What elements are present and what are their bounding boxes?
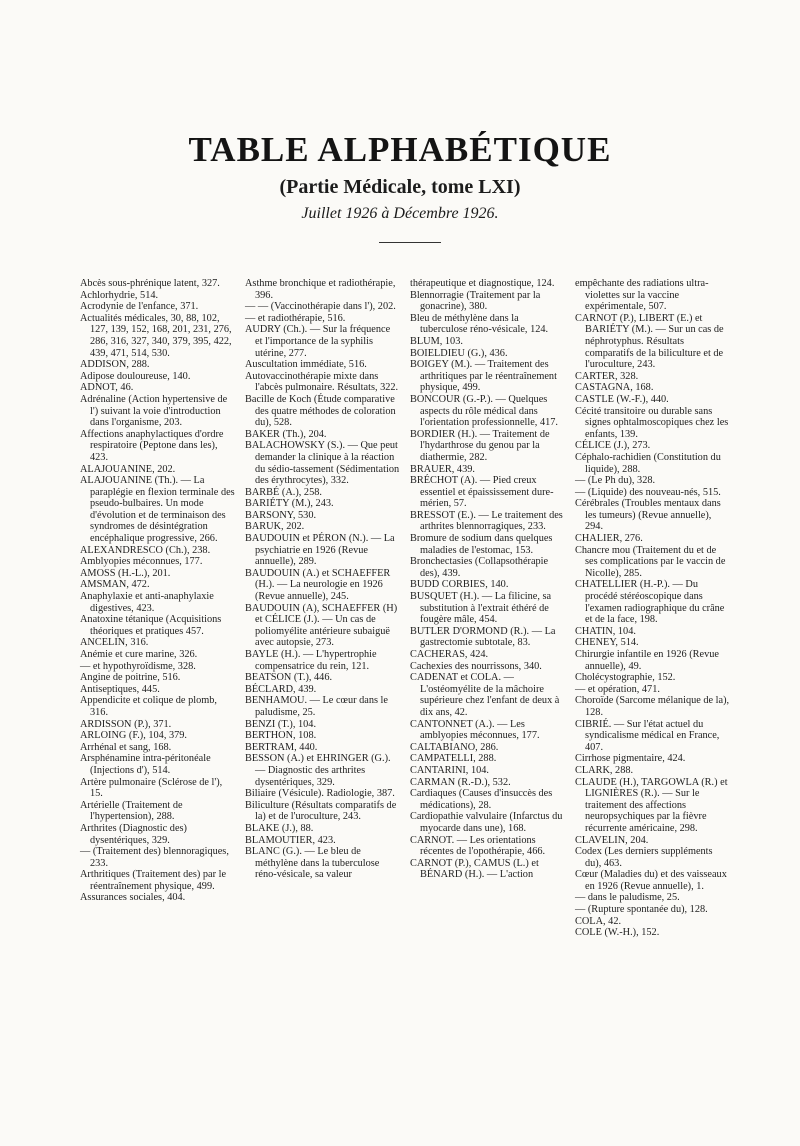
index-entry: Céphalo-rachidien (Constitution du liquide), 288. (575, 451, 721, 475)
index-entry: BESSON (A.) et EHRINGER (G.). — Diagnostic des arthrites dysentériques, 329. (245, 753, 391, 788)
index-entry: BALACHOWSKY (S.). — Que peut demander la clinique à la réaction du sédio-tassement (Sédimentation des érythrocytes), 332. (245, 440, 400, 487)
index-entry: ALAJOUANINE, 202. (80, 463, 176, 475)
index-entry: Arthrites (Diagnostic des) dysentériques, 329. (80, 822, 187, 846)
index-entry: Achlorhydrie, 514. (80, 289, 159, 301)
index-entry: — (Traitement des) blennoragiques, 233. (80, 846, 229, 869)
index-entry: BARBÉ (A.), 258. (245, 486, 322, 498)
index-entry: Cécité transitoire ou durable sans signes ophtalmoscopiques chez les enfants, 139. (575, 405, 729, 440)
index-column-1 (80, 278, 235, 1098)
index-entry: Amblyopies méconnues, 177. (80, 556, 203, 568)
index-entry: ADDISON, 288. (80, 359, 150, 371)
index-entry: BLAMOUTIER, 423. (245, 834, 336, 846)
index-entry: CHALIER, 276. (575, 533, 643, 545)
index-entry: BUSQUET (H.). — La filicine, sa substitution à l'extrait éthéré de fougère mâle, 454. (410, 591, 552, 626)
index-entry: BUTLER D'ORMOND (R.). — La gastrectomie subtotale, 83. (410, 625, 556, 649)
index-entry: Cardiaques (Causes d'insuccès des médications), 28. (410, 788, 553, 811)
index-column-3 (410, 278, 565, 1098)
index-entry: ANCELIN, 316. (80, 637, 149, 649)
index-entry: BAYLE (H.). — L'hypertrophie compensatrice du rein, 121. (245, 649, 377, 672)
index-entry: — dans le paludisme, 25. (575, 892, 680, 904)
index-entry: CHATELLIER (H.-P.). — Du procédé stéréoscopique dans l'examen radiographique du crâne et de la face, 198. (575, 579, 725, 626)
index-entry: Acrodynie de l'enfance, 371. (80, 301, 199, 313)
index-entry: BRESSOT (E.). — Le traitement des arthrites blennorragiques, 233. (410, 509, 563, 533)
index-entry: Adipose douloureuse, 140. (80, 370, 191, 382)
index-entry: — (Le Ph du), 328. (575, 475, 656, 487)
index-entry: Antiseptiques, 445. (80, 683, 160, 695)
index-entry: CACHERAS, 424. (410, 649, 489, 660)
index-columns (80, 278, 730, 1098)
index-entry: BOIGEY (M.). — Traitement des arthritiques par le réentraînement physique, 499. (410, 359, 557, 394)
index-entry: Cœur (Maladies du) et des vaisseaux en 1926 (Revue annuelle), 1. (575, 869, 727, 892)
index-entry: BOIELDIEU (G.), 436. (410, 347, 508, 359)
index-entry: COLA, 42. (575, 915, 622, 927)
index-entry: CAMPATELLI, 288. (410, 753, 497, 765)
index-entry: — — (Vaccinothérapie dans l'), 202. (245, 301, 396, 313)
index-entry: BARIÉTY (M.), 243. (245, 498, 334, 510)
index-column-2 (245, 278, 400, 1098)
index-entry: Anaphylaxie et anti-anaphylaxie digestives, 423. (80, 591, 214, 614)
index-entry: Appendicite et colique de plomb, 316. (80, 695, 217, 718)
index-entry: Arrhénal et sang, 168. (80, 741, 172, 753)
index-entry: Bromure de sodium dans quelques maladies de l'estomac, 153. (410, 533, 553, 556)
index-entry: BÉCLARD, 439. (245, 683, 317, 695)
index-entry: Affections anaphylactiques d'ordre respiratoire (Peptone dans les), 423. (80, 428, 224, 463)
page-title: TABLE ALPHABÉTIQUE (188, 130, 612, 169)
index-entry: BONCOUR (G.-P.). — Quelques aspects du rôle médical dans l'orientation professionnelle, 417. (410, 393, 558, 429)
index-entry: Chirurgie infantile en 1926 (Revue annuelle), 49. (575, 649, 719, 672)
index-entry: CASTAGNA, 168. (575, 382, 654, 394)
index-entry: CALTABIANO, 286. (410, 741, 499, 753)
index-entry: CADENAT et COLA. — L'ostéomyélite de la mâchoire supérieure chez l'enfant de deux à dix ans, 42. (410, 672, 560, 718)
index-entry: Auscultation immédiate, 516. (245, 359, 367, 371)
index-entry: CARNOT (P.), LIBERT (E.) et BARIÉTY (M.). — Sur un cas de néphrotyphus. Résultats comparatifs de la biliculture et de l'uroculture, 243. (575, 312, 724, 371)
index-entry: CARTER, 328. (575, 370, 639, 382)
index-entry: BLUM, 103. (410, 335, 463, 347)
index-entry: AUDRY (Ch.). — Sur la fréquence et l'importance de la syphilis utérine, 277. (245, 324, 391, 359)
index-entry: — (Rupture spontanée du), 128. (575, 904, 708, 916)
index-entry: BRAUER, 439. (410, 463, 475, 475)
index-entry: Artérielle (Traitement de l'hypertension), 288. (80, 799, 183, 823)
index-entry: empêchante des radiations ultra-violettes sur la vaccine expérimentale, 507. (575, 278, 709, 313)
index-entry: Arthritiques (Traitement des) par le réentraînement physique, 499. (80, 869, 227, 892)
index-entry: BRÉCHOT (A). — Pied creux essentiel et épaississement dure-mérien, 57. (410, 475, 554, 510)
index-entry: Autovaccinothérapie mixte dans l'abcès pulmonaire. Résultats, 322. (245, 370, 399, 394)
index-entry: CLARK, 288. (575, 764, 634, 776)
index-entry: COLE (W.-H.), 152. (575, 927, 660, 939)
index-entry: BAUDOUIN et PÉRON (N.). — La psychiatrie en 1926 (Revue annuelle), 289. (245, 533, 395, 568)
index-entry: BERTRAM, 440. (245, 741, 318, 753)
index-entry: Cholécystographie, 152. (575, 672, 676, 684)
index-entry: BAUDOUIN (A), SCHAEFFER (H) et CÉLICE (J.). — Un cas de poliomyélite antérieure subaiguë avec autopsie, 273. (245, 602, 398, 649)
index-entry: Adrénaline (Action hypertensive de l') suivant la voie d'introduction dans l'organisme, 203. (80, 393, 228, 429)
index-entry: Anémie et cure marine, 326. (80, 649, 198, 660)
index-entry: CANTARINI, 104. (410, 764, 489, 776)
index-entry: BORDIER (H.). — Traitement de l'hydarthrose du genou par la diathermie, 282. (410, 428, 550, 463)
index-entry: Choroïde (Sarcome mélanique de la), 128. (575, 695, 730, 718)
index-entry: Cirrhose pigmentaire, 424. (575, 753, 686, 765)
index-entry: ALEXANDRESCO (Ch.), 238. (80, 544, 211, 556)
index-entry: CARNOT (P.), CAMUS (L.) et BÉNARD (H.). — L'action (410, 857, 539, 881)
index-entry: CLAVELIN, 204. (575, 834, 649, 846)
index-entry: BARSONY, 530. (245, 509, 317, 521)
index-entry: Artère pulmonaire (Sclérose de l'), 15. (80, 776, 223, 800)
index-entry: CHENEY, 514. (575, 637, 639, 649)
index-entry: CÉLICE (J.), 273. (575, 440, 651, 452)
index-entry: Cardiopathie valvulaire (Infarctus du myocarde dans une), 168. (410, 811, 563, 834)
index-entry: — et opération, 471. (575, 683, 660, 695)
index-entry: AMOSS (H.-L.), 201. (80, 567, 171, 579)
index-entry: Asthme bronchique et radiothérapie, 396. (245, 278, 396, 301)
index-entry: BAUDOUIN (A.) et SCHAEFFER (H.). — La neurologie en 1926 (Revue annuelle), 245. (245, 567, 391, 603)
index-entry: BAKER (Th.), 204. (245, 428, 327, 440)
index-entry: thérapeutique et diagnostique, 124. (410, 278, 555, 289)
index-entry: Bacille de Koch (Étude comparative des quatre méthodes de coloration du), 528. (245, 393, 396, 429)
index-entry: Assurances sociales, 404. (80, 892, 186, 904)
index-entry: BENZI (T.), 104. (245, 718, 317, 730)
index-entry: Anatoxine tétanique (Acquisitions théoriques et pratiques 457. (80, 614, 222, 637)
index-entry: BARUK, 202. (245, 521, 305, 533)
index-entry: Cérébrales (Troubles mentaux dans les tumeurs) (Revue annuelle), 294. (575, 498, 721, 533)
index-entry: — et radiothérapie, 516. (245, 312, 346, 324)
page-dateline: Juillet 1926 à Décembre 1926. (301, 205, 499, 222)
index-entry: CHATIN, 104. (575, 625, 636, 637)
index-column-4 (575, 278, 730, 1098)
index-entry: Codex (Les derniers suppléments du), 463. (575, 846, 713, 869)
index-entry: Bleu de méthylène dans la tuberculose réno-vésicale, 124. (410, 312, 549, 336)
index-entry: BLANC (G.). — Le bleu de méthylène dans la tuberculose réno-vésicale, sa valeur (245, 846, 380, 881)
index-entry: BEATSON (T.), 446. (245, 672, 333, 684)
index-entry: BLAKE (J.), 88. (245, 822, 314, 834)
page-subtitle: (Partie Médicale, tome LXI) (279, 176, 521, 198)
index-entry: ARLOING (F.), 104, 379. (80, 730, 188, 742)
index-entry: BENHAMOU. — Le cœur dans le paludisme, 25. (245, 695, 388, 718)
index-entry: ARDISSON (P.), 371. (80, 718, 172, 730)
index-entry: CARNOT. — Les orientations récentes de l'opothérapie, 466. (410, 834, 546, 858)
index-entry: — (Liquide) des nouveau-nés, 515. (575, 486, 721, 498)
index-entry: Abcès sous-phrénique latent, 327. (80, 278, 220, 289)
index-entry: Biliculture (Résultats comparatifs de la) et de l'uroculture, 243. (245, 799, 397, 823)
index-entry: CLAUDE (H.), TARGOWLA (R.) et LIGNIÈRES (R.). — Sur le traitement des affections neuropsychiques par la fièvre récurrente américaine, 298. (575, 776, 728, 834)
index-entry: CIBRIÉ. — Sur l'état actuel du syndicalisme médical en France, 407. (575, 718, 720, 753)
index-entry: CARMAN (R.-D.), 532. (410, 776, 511, 788)
index-entry: CANTONNET (A.). — Les amblyopies méconnues, 177. (410, 718, 540, 742)
index-entry: Angine de poitrine, 516. (80, 672, 181, 684)
index-entry: ALAJOUANINE (Th.). — La paraplégie en flexion terminale des pseudo-bulbaires. Un mode d'évolution et de terminaison des syndromes de désintégration encéphalique progressive, 266. (80, 475, 235, 545)
index-entry: Blennorragie (Traitement par la gonacrine), 380. (410, 289, 541, 313)
index-entry: Bronchectasies (Collapsothérapie des), 439. (410, 556, 549, 579)
index-entry: Chancre mou (Traitement du et de ses complications par le vaccin de Nicolle), 285. (575, 544, 726, 579)
index-entry: Cachexies des nourrissons, 340. (410, 660, 542, 672)
index-entry: BUDD CORBIES, 140. (410, 579, 509, 591)
title-rule (379, 242, 441, 243)
index-entry: — et hypothyroïdisme, 328. (80, 660, 196, 672)
index-entry: BERTHON, 108. (245, 730, 317, 742)
index-entry: AMSMAN, 472. (80, 579, 150, 591)
index-entry: Arsphénamine intra-péritonéale (Injections d'), 514. (80, 753, 211, 776)
index-entry: ADNOT, 46. (80, 382, 134, 394)
index-entry: CASTLE (W.-F.), 440. (575, 393, 669, 405)
index-entry: Actualités médicales, 30, 88, 102, 127, 139, 152, 168, 201, 231, 276, 286, 316, 327, 340, 379, 395, 422, 439, 471, 514, 530. (80, 312, 232, 359)
index-entry: Biliaire (Vésicule). Radiologie, 387. (245, 788, 395, 800)
